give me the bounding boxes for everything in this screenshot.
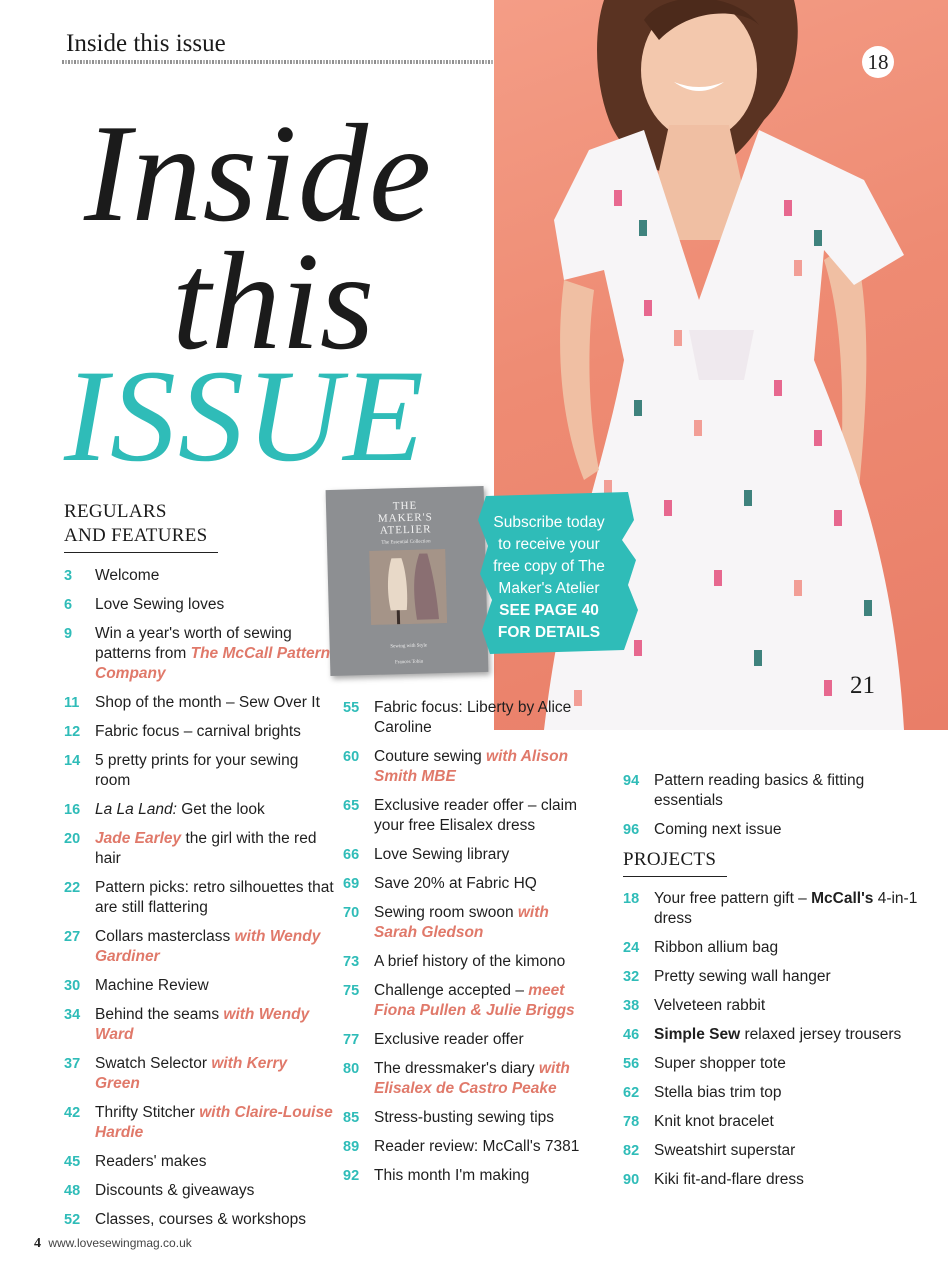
entry-title: A brief history of the kimono	[374, 953, 566, 970]
toc-entry[interactable]	[64, 722, 334, 742]
entry-title: Couture sewing	[374, 748, 487, 765]
page-number: 38	[623, 998, 640, 1014]
contributor-name: with Kerry Green	[95, 1055, 288, 1092]
page-number: 24	[623, 940, 640, 956]
toc-entry[interactable]	[343, 903, 593, 943]
page-number: 30	[64, 978, 81, 994]
toc-entry[interactable]	[623, 889, 923, 929]
entry-title: Fabric focus – carnival brights	[95, 723, 301, 740]
promo-text: Subscribe today to receive your free copy of The Maker's Atelier SEE PAGE 40 FOR DETAILS	[493, 514, 605, 641]
page-number: 60	[343, 749, 360, 765]
page-number: 4	[34, 1236, 41, 1251]
page-number: 96	[623, 822, 640, 838]
contributor-name: meet Fiona Pullen & Julie Briggs	[374, 982, 575, 1019]
page-number: 77	[343, 1032, 360, 1048]
toc-entry[interactable]	[64, 751, 334, 791]
page-number: 45	[64, 1154, 81, 1170]
entry-title: Exclusive reader offer	[374, 1031, 524, 1048]
toc-entry[interactable]	[64, 976, 334, 996]
page-footer	[34, 1236, 192, 1252]
entry-title: Velveteen rabbit	[654, 997, 766, 1014]
entry-title: 5 pretty prints for your sewing room	[95, 752, 299, 789]
page-number: 22	[64, 880, 81, 896]
entry-title: Pattern reading basics & fitting essentials	[654, 772, 865, 809]
page-number: 42	[64, 1105, 81, 1121]
toc-entry[interactable]	[64, 927, 334, 967]
entry-title: the girl with the red hair	[95, 830, 317, 867]
entry-title: Sweatshirt superstar	[654, 1142, 796, 1159]
page-number: 27	[64, 929, 81, 945]
entry-title: Knit knot bracelet	[654, 1113, 774, 1130]
page-number: 70	[343, 905, 360, 921]
entry-title: Love Sewing loves	[95, 596, 225, 613]
page-number: 80	[343, 1061, 360, 1077]
toc-entry[interactable]	[343, 1108, 593, 1128]
toc-entry[interactable]	[343, 796, 593, 836]
toc-entry[interactable]	[64, 1210, 334, 1230]
entry-title: Challenge accepted –	[374, 982, 529, 999]
entry-title: Discounts & giveaways	[95, 1182, 255, 1199]
toc-entry[interactable]	[343, 698, 593, 738]
toc-entry[interactable]	[623, 1141, 923, 1161]
toc-entry[interactable]	[64, 693, 334, 713]
page-number: 11	[64, 695, 80, 711]
entry-title: Your free pattern gift –	[654, 890, 812, 907]
toc-list-regulars	[64, 566, 334, 1239]
page-number: 9	[64, 626, 73, 642]
entry-title: Welcome	[95, 567, 160, 584]
contributor-name: with Alison Smith MBE	[374, 748, 569, 785]
brand-name: McCall's	[811, 890, 874, 907]
toc-entry[interactable]	[623, 938, 923, 958]
page-number: 62	[623, 1085, 640, 1101]
toc-entry[interactable]	[343, 1137, 593, 1157]
projects-heading-rule	[623, 876, 727, 877]
page-number: 34	[64, 1007, 81, 1023]
entry-title: Ribbon allium bag	[654, 939, 779, 956]
entry-title: Swatch Selector	[95, 1055, 212, 1072]
toc-entry[interactable]	[343, 952, 593, 972]
toc-entry[interactable]	[64, 595, 334, 615]
toc-entry[interactable]	[64, 1054, 334, 1094]
page-number: 20	[64, 831, 81, 847]
book-subtitle: The Essential Collection	[381, 539, 431, 546]
regulars-heading-rule	[64, 552, 218, 553]
toc-entry[interactable]	[623, 996, 923, 1016]
contributor-name: with Wendy Gardiner	[95, 928, 321, 965]
entry-title: Classes, courses & workshops	[95, 1211, 307, 1228]
entry-title: This month I'm making	[374, 1167, 530, 1184]
book-tagline: Sewing with Style	[390, 643, 428, 650]
entry-title: Exclusive reader offer – claim your free Elisalex dress	[374, 797, 578, 834]
book-cover	[326, 486, 489, 676]
toc-entry[interactable]	[623, 771, 923, 811]
toc-entry[interactable]	[623, 1112, 923, 1132]
toc-entry[interactable]	[623, 1025, 923, 1045]
toc-list-projects	[623, 889, 923, 1199]
entry-title: Win a year's worth of sewing patterns from	[95, 625, 292, 662]
entry-title: Sewing room swoon	[374, 904, 518, 921]
toc-entry[interactable]	[343, 845, 593, 865]
toc-entry[interactable]	[343, 1030, 593, 1050]
page-number: 52	[64, 1212, 81, 1228]
entry-title: Kiki fit-and-flare dress	[654, 1171, 804, 1188]
entry-title: relaxed jersey trousers	[740, 1026, 902, 1043]
book-title: THE MAKER'S ATELIER	[377, 499, 433, 537]
header-divider	[62, 60, 494, 64]
entry-title: Pattern picks: retro silhouettes that are still flattering	[95, 879, 334, 916]
entry-title: Collars masterclass	[95, 928, 235, 945]
page-number: 73	[343, 954, 360, 970]
entry-title: Machine Review	[95, 977, 209, 994]
contributor-name: with Wendy Ward	[95, 1006, 310, 1043]
toc-entry[interactable]	[623, 820, 923, 840]
entry-title: Behind the seams	[95, 1006, 224, 1023]
toc-entry[interactable]	[64, 624, 334, 684]
toc-entry[interactable]	[623, 1170, 923, 1190]
page-number: 37	[64, 1056, 81, 1072]
toc-entry[interactable]	[343, 981, 593, 1021]
page-number: 55	[343, 700, 360, 716]
page-number: 75	[343, 983, 360, 999]
toc-entry[interactable]	[64, 1103, 334, 1143]
page-number: 92	[343, 1168, 360, 1184]
page-number: 14	[64, 753, 81, 769]
page-number: 56	[623, 1056, 640, 1072]
book-author: Frances Tobin	[394, 659, 424, 666]
page-marker-21: 21	[850, 672, 875, 699]
entry-em: La La Land:	[95, 801, 177, 818]
toc-entry[interactable]	[64, 829, 334, 869]
toc-entry[interactable]	[623, 1054, 923, 1074]
entry-title: Readers' makes	[95, 1153, 207, 1170]
page-number: 18	[623, 891, 640, 907]
entry-title: Get the look	[176, 801, 265, 818]
page-number: 48	[64, 1183, 81, 1199]
dress-form-image	[369, 549, 447, 625]
toc-entry[interactable]	[64, 1181, 334, 1201]
page-number: 82	[623, 1143, 640, 1159]
page-number: 16	[64, 802, 81, 818]
page-number: 46	[623, 1027, 640, 1043]
page-number: 3	[64, 568, 73, 584]
entry-title: The dressmaker's diary	[374, 1060, 539, 1077]
page-number: 94	[623, 773, 640, 789]
entry-title: Thrifty Stitcher	[95, 1104, 200, 1121]
toc-entry[interactable]	[343, 874, 593, 894]
page-number: 89	[343, 1139, 360, 1155]
entry-title: Super shopper tote	[654, 1055, 786, 1072]
regulars-heading: REGULARS AND FEATURES	[64, 501, 208, 546]
page-number: 78	[623, 1114, 640, 1130]
page-number: 90	[623, 1172, 640, 1188]
entry-title: 4-in-1 dress	[654, 890, 918, 927]
hero-title-line-3: ISSUE	[64, 342, 426, 489]
hero-title-line-1: Inside	[84, 96, 433, 251]
page-number: 32	[623, 969, 640, 985]
toc-list-late-features	[623, 771, 923, 849]
entry-title: Fabric focus: Liberty by Alice Caroline	[374, 699, 572, 736]
toc-entry[interactable]	[64, 878, 334, 918]
entry-title: Coming next issue	[654, 821, 782, 838]
toc-entry[interactable]	[623, 1083, 923, 1103]
entry-title: Reader review: McCall's 7381	[374, 1138, 580, 1155]
toc-entry[interactable]	[623, 967, 923, 987]
toc-entry[interactable]	[64, 566, 334, 586]
toc-entry[interactable]	[64, 1005, 334, 1045]
page-number: 6	[64, 597, 73, 613]
toc-entry[interactable]	[343, 747, 593, 787]
running-header: Inside this issue	[66, 30, 226, 57]
contributor-name: Jade Earley	[95, 830, 182, 847]
brand-name: Simple Sew	[654, 1026, 741, 1043]
toc-entry[interactable]	[64, 800, 334, 820]
entry-title: Stress-busting sewing tips	[374, 1109, 555, 1126]
contributor-name: with Claire-Louise Hardie	[95, 1104, 333, 1141]
contributor-name: with Elisalex de Castro Peake	[374, 1060, 570, 1097]
entry-title: Pretty sewing wall hanger	[654, 968, 831, 985]
contributor-name: with Sarah Gledson	[374, 904, 549, 941]
contributor-name: The McCall Pattern Company	[95, 645, 331, 682]
page-badge-18: 18	[862, 46, 894, 78]
entry-title: Stella bias trim top	[654, 1084, 782, 1101]
page-number: 66	[343, 847, 360, 863]
projects-heading: PROJECTS	[623, 849, 717, 870]
toc-entry[interactable]	[64, 1152, 334, 1172]
toc-entry[interactable]	[343, 1059, 593, 1099]
hero-title-line-2: this	[172, 224, 375, 379]
page-number: 12	[64, 724, 81, 740]
page-number: 85	[343, 1110, 360, 1126]
entry-title: Save 20% at Fabric HQ	[374, 875, 537, 892]
entry-title: Love Sewing library	[374, 846, 510, 863]
toc-entry[interactable]	[343, 1166, 593, 1186]
page-number: 69	[343, 876, 360, 892]
website-url[interactable]: www.lovesewingmag.co.uk	[48, 1236, 192, 1250]
entry-title: Shop of the month – Sew Over It	[95, 694, 320, 711]
page-number: 65	[343, 798, 360, 814]
toc-list-features	[343, 698, 593, 1195]
